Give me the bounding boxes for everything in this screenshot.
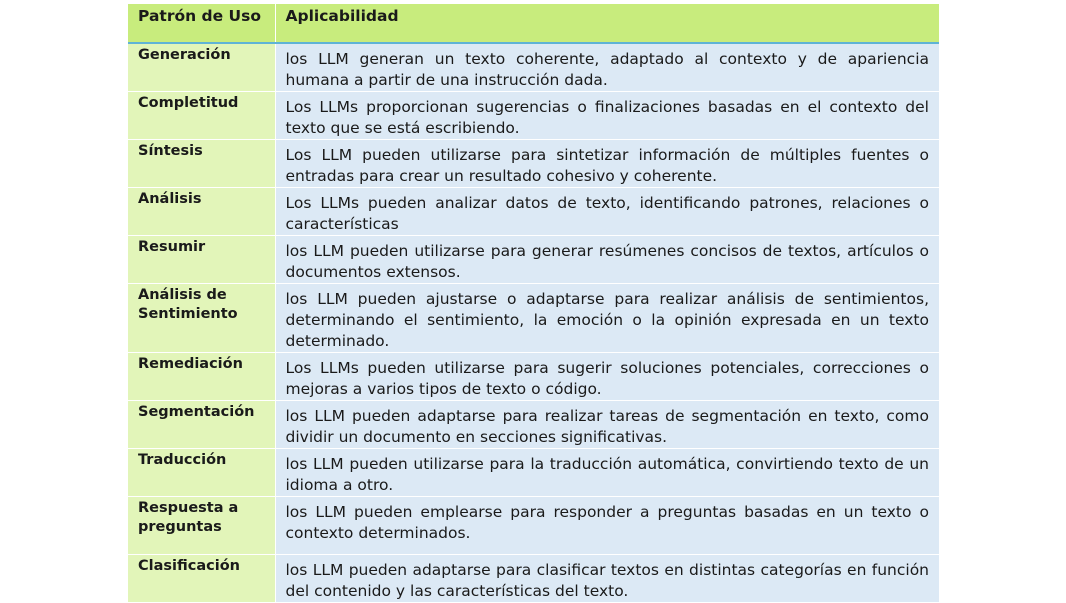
table-row [128, 188, 939, 236]
row-pattern: Análisis [128, 188, 275, 236]
row-applicability: los LLM pueden ajustarse o adaptarse para realizar análisis de sentimientos, determinando el sentimiento, la emoción o la opinión expresada en un texto determinado. [275, 284, 939, 353]
row-pattern: Resumir [128, 236, 275, 284]
row-applicability: los LLM pueden utilizarse para generar resúmenes concisos de textos, artículos o documentos extensos. [275, 236, 939, 284]
table-row [128, 401, 939, 449]
row-applicability: los LLM pueden adaptarse para clasificar textos en distintas categorías en función del contenido y las características del texto. [275, 555, 939, 603]
table-row [128, 236, 939, 284]
row-applicability: Los LLMs pueden utilizarse para sugerir soluciones potenciales, correcciones o mejoras a varios tipos de texto o código. [275, 353, 939, 401]
header-row [128, 4, 939, 43]
table-row [128, 555, 939, 603]
row-applicability: los LLM pueden adaptarse para realizar tareas de segmentación en texto, como dividir un documento en secciones significativas. [275, 401, 939, 449]
usage-patterns-table-container [128, 4, 939, 603]
row-pattern: Segmentación [128, 401, 275, 449]
table-body [128, 43, 939, 603]
table-header [128, 4, 939, 43]
row-applicability: los LLM generan un texto coherente, adaptado al contexto y de apariencia humana a partir de una instrucción dada. [275, 43, 939, 92]
header-applicability: Aplicabilidad [275, 4, 939, 43]
table-row [128, 140, 939, 188]
header-pattern: Patrón de Uso [128, 4, 275, 43]
row-pattern: Clasificación [128, 555, 275, 603]
table-row [128, 497, 939, 555]
usage-patterns-table [128, 4, 939, 603]
row-pattern: Completitud [128, 92, 275, 140]
row-pattern: Remediación [128, 353, 275, 401]
table-row [128, 284, 939, 353]
table-row [128, 449, 939, 497]
row-applicability: Los LLMs proporcionan sugerencias o finalizaciones basadas en el contexto del texto que se está escribiendo. [275, 92, 939, 140]
row-pattern: Análisis de Sentimiento [128, 284, 275, 353]
row-pattern: Respuesta a preguntas [128, 497, 275, 555]
table-row [128, 43, 939, 92]
table-row [128, 353, 939, 401]
row-applicability: Los LLM pueden utilizarse para sintetizar información de múltiples fuentes o entradas para crear un resultado cohesivo y coherente. [275, 140, 939, 188]
row-pattern: Generación [128, 43, 275, 92]
table-row [128, 92, 939, 140]
row-pattern: Traducción [128, 449, 275, 497]
row-applicability: los LLM pueden emplearse para responder a preguntas basadas en un texto o contexto determinados. [275, 497, 939, 555]
row-pattern: Síntesis [128, 140, 275, 188]
row-applicability: los LLM pueden utilizarse para la traducción automática, convirtiendo texto de un idioma a otro. [275, 449, 939, 497]
row-applicability: Los LLMs pueden analizar datos de texto, identificando patrones, relaciones o características [275, 188, 939, 236]
